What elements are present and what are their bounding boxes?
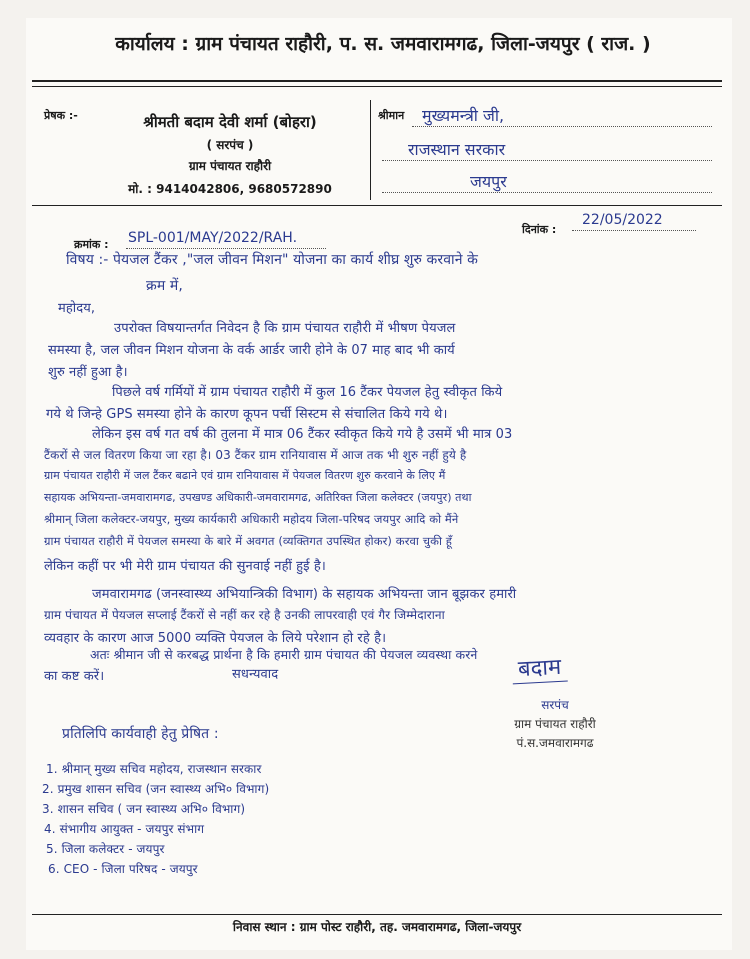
recipient-line-2: राजस्थान सरकार [408, 140, 506, 159]
sender-label: प्रेषक :- [44, 109, 78, 122]
signature: बदाम [511, 651, 568, 685]
sender-office: ग्राम पंचायत राहौरी [188, 159, 272, 173]
sender-role: ( सरपंच ) [206, 138, 254, 152]
body-line: ग्राम पंचायत में पेयजल सप्लाई टैंकरों से नहीं कर रहे है उनकी लापरवाही एवं गैर जिम्मेदाराना [44, 608, 445, 622]
header-rule [32, 80, 722, 82]
ref-label: क्रमांक : [74, 238, 109, 251]
body-line: जमवारामगढ (जनस्वास्थ्य अभियान्त्रिकी विभाग) के सहायक अभियन्ता जान बूझकर हमारी [92, 587, 517, 602]
body-line: व्यवहार के कारण आज 5000 व्यक्ति पेयजल के लिये परेशान हो रहे है। [44, 631, 387, 646]
sender-name: श्रीमती बदाम देवी शर्मा (बोहरा) [143, 113, 317, 131]
ref-number: SPL-001/MAY/2022/RAH. [128, 230, 298, 246]
body-line: सहायक अभियन्ता-जमवारामगढ, उपखण्ड अधिकारी-जमवारामगढ, अतिरिक्त जिला कलेक्टर (जयपुर) तथा [44, 491, 472, 504]
office-header: कार्यालय : ग्राम पंचायत राहौरी, प. स. जमवारामगढ, जिला-जयपुर ( राज. ) [115, 33, 651, 55]
stamp-line: पं.स.जमवारामगढ [516, 736, 594, 750]
body-line: ग्राम पंचायत राहौरी में जल टैंकर बढाने एवं ग्राम रानियावास में पेयजल वितरण शुरु करवाने के लिए मैं [44, 469, 446, 482]
date-rule [572, 230, 696, 231]
header-rule-thin [32, 86, 722, 87]
copy-item: 3. शासन सचिव ( जन स्वास्थ्य अभि० विभाग) [42, 802, 246, 816]
body-line: समस्या है, जल जीवन मिशन योजना के वर्क आर्डर जारी होने के 07 माह बाद भी कार्य [48, 343, 455, 358]
recipient-line-3: जयपुर [470, 172, 507, 191]
copies-heading: प्रतिलिपि कार्यवाही हेतु प्रेषित : [62, 726, 219, 742]
sarpanch-stamp [460, 696, 650, 753]
date-value: 22/05/2022 [582, 212, 663, 228]
date-label: दिनांक : [522, 223, 557, 236]
recipient-rule [412, 126, 712, 127]
recipient-label: श्रीमान [378, 109, 405, 122]
copy-item: 2. प्रमुख शासन सचिव (जन स्वास्थ्य अभि० विभाग) [42, 782, 270, 796]
body-line: अतः श्रीमान जी से करबद्ध प्रार्थना है कि हमारी ग्राम पंचायत की पेयजल व्यवस्था करने [90, 647, 478, 662]
copy-item: 6. CEO - जिला परिषद - जयपुर [48, 862, 198, 876]
recipient-rule [382, 160, 712, 161]
footer-rule [32, 914, 722, 915]
header-divider [370, 100, 371, 200]
salutation: महोदय, [58, 301, 96, 316]
body-line: उपरोक्त विषयान्तर्गत निवेदन है कि ग्राम पंचायत राहौरी में भीषण पेयजल [114, 321, 456, 336]
body-line: का कष्ट करें। [44, 669, 105, 684]
stamp-line: सरपंच [541, 698, 569, 712]
residence-address: निवास स्थान : ग्राम पोस्ट राहौरी, तह. जमवारामगढ, जिला-जयपुर [232, 920, 522, 934]
body-line: शुरु नहीं हुआ है। [48, 365, 128, 380]
recipient-line-1: मुख्यमन्त्री जी, [422, 106, 505, 125]
closing: सधन्यवाद [232, 667, 279, 682]
body-line: गये थे जिन्हे GPS समस्या होने के कारण कूपन पर्ची सिस्टम से संचालित किये गये थे। [46, 407, 448, 422]
body-line: लेकिन इस वर्ष गत वर्ष की तुलना में मात्र 06 टैंकर स्वीकृत किये गये है उसमें भी मात्र 03 [92, 427, 513, 442]
subject-line-2: क्रम में, [146, 278, 183, 294]
body-line: टैंकरों से जल वितरण किया जा रहा है। 03 टैंकर ग्राम रानियावास में आज तक भी शुरु नहीं हुये है [44, 448, 467, 462]
body-line: ग्राम पंचायत राहौरी में पेयजल समस्या के बारे में अवगत (व्यक्तिगत उपस्थित होकर) करवा चुकी हूँ [44, 534, 453, 548]
stamp-line: ग्राम पंचायत राहौरी [514, 717, 596, 731]
ref-rule [126, 248, 326, 249]
body-line: श्रीमान् जिला कलेक्टर-जयपुर, मुख्य कार्यकारी अधिकारी महोदय जिला-परिषद जयपुर आदि को मैंने [44, 512, 459, 526]
body-line: पिछले वर्ष गर्मियों में ग्राम पंचायत राहौरी में कुल 16 टैंकर पेयजल हेतु स्वीकृत किये [112, 385, 503, 400]
recipient-rule [382, 192, 712, 193]
header-bottom-rule [32, 205, 722, 206]
body-line: लेकिन कहीं पर भी मेरी ग्राम पंचायत की सुनवाई नहीं हुई है। [44, 559, 326, 574]
copy-item: 4. संभागीय आयुक्त - जयपुर संभाग [44, 822, 205, 836]
copy-item: 1. श्रीमान् मुख्य सचिव महोदय, राजस्थान सरकार [46, 762, 262, 776]
subject-line-1: विषय :- पेयजल टैंकर ,"जल जीवन मिशन" योजना का कार्य शीघ्र शुरु करवाने के [66, 252, 479, 268]
sender-phone: मो. : 9414042806, 9680572890 [128, 182, 332, 196]
copy-item: 5. जिला कलेक्टर - जयपुर [46, 842, 165, 856]
